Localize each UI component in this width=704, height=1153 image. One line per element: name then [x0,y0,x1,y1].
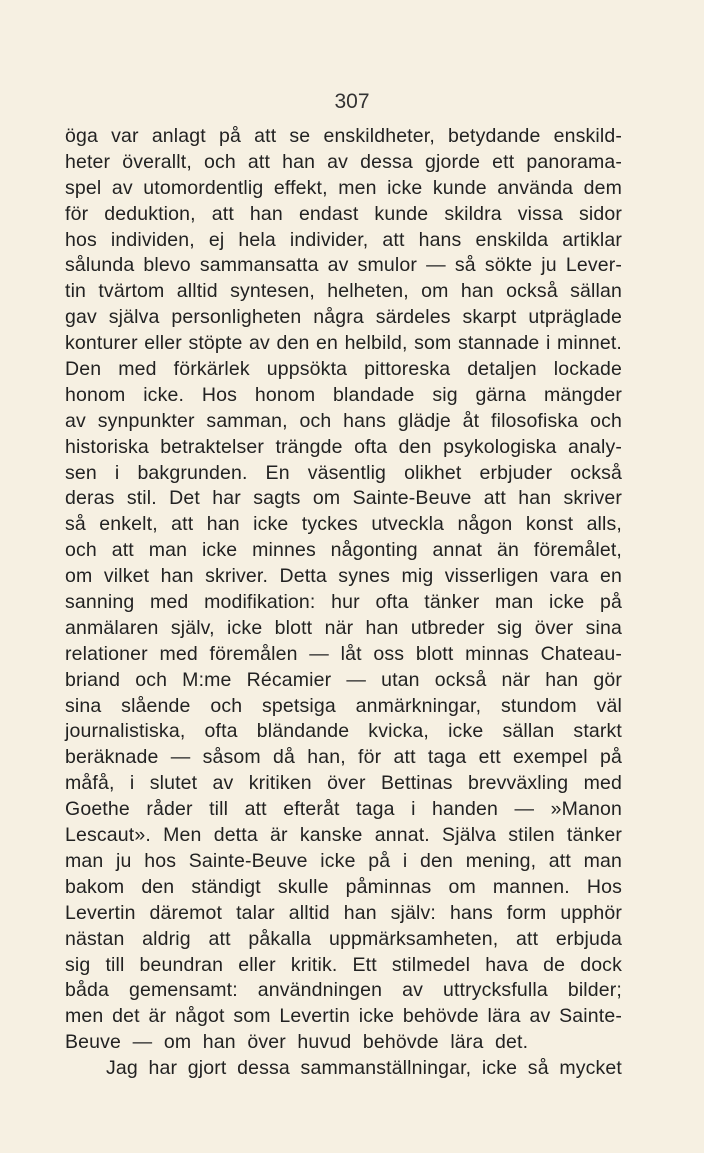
text-line: Goethe råder till att efteråt taga i handen — »Manon [65,798,622,821]
text-line: måfå, i slutet av kritiken över Bettinas brevväxling med [65,772,622,795]
text-line: journalistiska, ofta bländande kvicka, icke sällan starkt [65,720,622,743]
text-line: hos individen, ej hela individer, att hans enskilda artiklar [65,228,622,251]
text-line: spel av utomordentlig effekt, men icke kunde använda dem [65,176,622,199]
text-line: sina slående och spetsiga anmärkningar, stundom väl [65,694,622,717]
text-line: om vilket han skriver. Detta synes mig visserligen vara en [65,565,622,588]
text-line: anmälaren själv, icke blott när han utbreder sig över sina [65,616,622,639]
text-line: för deduktion, att han endast kunde skildra vissa sidor [65,202,622,225]
text-line: sålunda blevo sammansatta av smulor — så sökte ju Lever- [65,254,622,277]
text-line: konturer eller stöpte av den en helbild, som stannade i minnet. [65,332,622,355]
text-line: beräknade — såsom då han, för att taga ett exempel på [65,746,622,769]
text-line: sig till beundran eller kritik. Ett stilmedel hava de dock [65,953,622,976]
text-line: heter överallt, och att han av dessa gjorde ett panorama- [65,150,622,173]
text-line: nästan aldrig att påkalla uppmärksamheten, att erbjuda [65,927,622,950]
text-line: honom icke. Hos honom blandade sig gärna mängder [65,383,622,406]
text-line: så enkelt, att han icke tyckes utveckla någon konst alls, [65,513,622,536]
text-line: Den med förkärlek uppsökta pittoreska detaljen lockade [65,358,622,381]
text-line: Lescaut». Men detta är kanske annat. Själva stilen tänker [65,824,622,847]
text-line: deras stil. Det har sagts om Sainte-Beuve att han skriver [65,487,622,510]
text-line: Beuve — om han över huvud behövde lära det. [65,1031,529,1054]
text-line: gav själva personligheten några särdeles skarpt utpräglade [65,306,622,329]
text-line: båda gemensamt: användningen av uttrycksfulla bilder; [65,979,622,1002]
text-line: öga var anlagt på att se enskildheter, betydande enskild- [65,125,622,147]
text-line: tin tvärtom alltid syntesen, helheten, om han också sällan [65,280,622,303]
text-line: briand och M:me Récamier — utan också när han gör [65,668,622,691]
text-line: Jag har gjort dessa sammanställningar, icke så mycket [106,1057,622,1080]
text-line: bakom den ständigt skulle påminnas om mannen. Hos [65,875,622,898]
text-line: sen i bakgrunden. En väsentlig olikhet erbjuder också [65,461,622,484]
text-line: Levertin däremot talar alltid han själv: hans form upphör [65,901,622,924]
text-line: sanning med modifikation: hur ofta tänker man icke på [65,591,622,614]
text-line: och att man icke minnes någonting annat än föremålet, [65,539,622,562]
text-line: men det är något som Levertin icke behövde lära av Sainte- [65,1005,622,1028]
text-line: av synpunkter samman, och hans glädje åt filosofiska och [65,409,622,432]
text-line: man ju hos Sainte-Beuve icke på i den mening, att man [65,849,622,872]
page-number: 307 [334,90,370,113]
text-line: relationer med föremålen — låt oss blott minnas Chateau- [65,642,622,665]
text-line: historiska betraktelser trängde ofta den psykologiska analy- [65,435,622,458]
body-text [65,124,622,1082]
